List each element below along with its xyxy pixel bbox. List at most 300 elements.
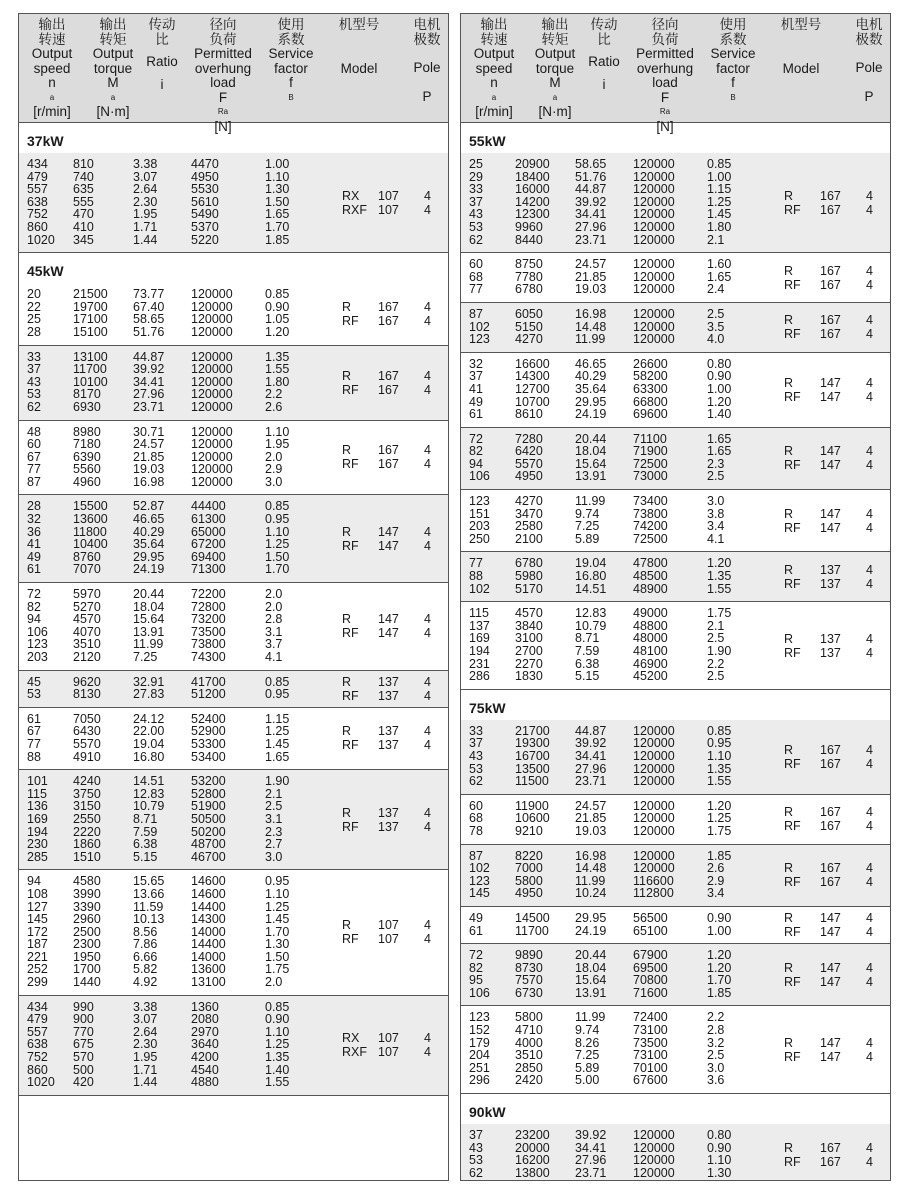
pole-count: 4 bbox=[866, 645, 873, 660]
cell-load: 4880 bbox=[191, 1075, 219, 1090]
model-size: 167 bbox=[820, 1140, 841, 1155]
cell-load: 73800 bbox=[633, 506, 668, 521]
cell-speed: 77 bbox=[27, 462, 41, 477]
cell-service-factor: 2.5 bbox=[707, 669, 725, 684]
pole-count: 4 bbox=[424, 738, 431, 753]
cell-load: 5530 bbox=[191, 182, 219, 197]
model-cell bbox=[784, 743, 886, 771]
cell-ratio: 67.40 bbox=[133, 299, 165, 314]
cell-service-factor: 1.35 bbox=[707, 761, 732, 776]
cell-torque: 10600 bbox=[515, 811, 550, 826]
cell-torque: 555 bbox=[73, 194, 94, 209]
cell-ratio: 24.19 bbox=[133, 562, 165, 577]
cell-torque: 4270 bbox=[515, 332, 543, 347]
cell-torque: 19700 bbox=[73, 299, 108, 314]
cell-speed: 179 bbox=[469, 1035, 490, 1050]
cell-torque: 4960 bbox=[73, 474, 101, 489]
cell-load: 52900 bbox=[191, 724, 226, 739]
header-overhung-load: 径向 负荷 Permitted overhung load F Ra [N] bbox=[194, 17, 252, 134]
cell-speed: 37 bbox=[27, 362, 41, 377]
row-indent bbox=[461, 495, 469, 508]
cell-ratio: 24.57 bbox=[575, 257, 607, 272]
model-type: RF bbox=[784, 327, 801, 342]
cell-load: 14600 bbox=[191, 874, 226, 889]
model-row bbox=[784, 203, 886, 217]
table-row bbox=[19, 976, 448, 989]
cell-load: 120000 bbox=[191, 437, 233, 452]
cell-load: 41700 bbox=[191, 674, 226, 689]
cell-load: 120000 bbox=[633, 306, 675, 321]
cell-load: 72400 bbox=[633, 1010, 668, 1025]
model-type: RF bbox=[784, 277, 801, 292]
cell-ratio: 12.83 bbox=[575, 606, 607, 621]
cell-ratio: 7.25 bbox=[133, 650, 158, 664]
model-type: R bbox=[342, 524, 352, 539]
cell-speed: 123 bbox=[469, 1010, 490, 1025]
cell-torque: 11900 bbox=[515, 798, 549, 813]
header-model: 机型号 Model bbox=[338, 17, 380, 76]
cell-torque: 10400 bbox=[73, 537, 108, 552]
cell-torque: 2220 bbox=[73, 824, 101, 839]
cell-load: 120000 bbox=[633, 1165, 675, 1180]
model-row bbox=[784, 975, 886, 989]
pole-count: 4 bbox=[866, 188, 873, 203]
table-header bbox=[19, 14, 448, 134]
cell-ratio: 11.99 bbox=[575, 494, 606, 509]
row-group bbox=[461, 153, 890, 253]
model-size: 107 bbox=[378, 1031, 399, 1046]
cell-service-factor: 2.8 bbox=[707, 1023, 725, 1038]
cell-ratio: 44.87 bbox=[575, 723, 607, 738]
cell-torque: 14200 bbox=[515, 194, 550, 209]
cell-service-factor: 1.10 bbox=[265, 169, 290, 184]
cell-service-factor: 1.50 bbox=[265, 194, 290, 209]
cell-ratio: 4.92 bbox=[133, 975, 158, 990]
cell-load: 120000 bbox=[633, 319, 675, 334]
row-indent bbox=[461, 1011, 469, 1024]
row-indent bbox=[19, 1064, 27, 1077]
model-type: RF bbox=[342, 457, 359, 472]
cell-load: 13100 bbox=[191, 975, 226, 990]
model-row bbox=[784, 646, 886, 660]
cell-speed: 62 bbox=[469, 232, 483, 247]
cell-service-factor: 1.35 bbox=[265, 1050, 290, 1065]
cell-service-factor: 0.95 bbox=[707, 736, 732, 751]
cell-speed: 43 bbox=[469, 748, 483, 763]
row-indent bbox=[19, 813, 27, 826]
cell-torque: 4240 bbox=[73, 774, 101, 789]
row-indent bbox=[19, 651, 27, 664]
cell-service-factor: 1.65 bbox=[707, 269, 732, 284]
cell-torque: 6420 bbox=[515, 444, 543, 459]
model-cell bbox=[342, 675, 444, 703]
model-type: R bbox=[784, 188, 794, 203]
cell-torque: 990 bbox=[73, 999, 94, 1014]
cell-service-factor: 2.5 bbox=[707, 469, 725, 484]
row-indent bbox=[19, 875, 27, 888]
cell-speed: 252 bbox=[27, 962, 48, 977]
model-row bbox=[784, 189, 886, 203]
cell-speed: 60 bbox=[27, 437, 41, 452]
model-cell bbox=[784, 264, 886, 292]
pole-count: 4 bbox=[866, 1140, 873, 1155]
cell-load: 3640 bbox=[191, 1037, 219, 1052]
model-size: 167 bbox=[378, 368, 399, 383]
cell-speed: 87 bbox=[27, 474, 41, 489]
model-type: R bbox=[342, 805, 352, 820]
cell-ratio: 5.82 bbox=[133, 962, 158, 977]
cell-torque: 500 bbox=[73, 1062, 94, 1077]
model-type: R bbox=[784, 506, 794, 521]
model-type: R bbox=[342, 724, 352, 739]
cell-service-factor: 2.5 bbox=[707, 631, 725, 646]
cell-torque: 5800 bbox=[515, 873, 543, 888]
cell-load: 120000 bbox=[191, 399, 233, 414]
model-size: 167 bbox=[378, 443, 399, 458]
cell-torque: 3990 bbox=[73, 886, 101, 901]
cell-torque: 11800 bbox=[73, 524, 107, 539]
cell-ratio: 6.38 bbox=[133, 837, 158, 852]
row-indent bbox=[19, 563, 27, 576]
cell-speed: 106 bbox=[27, 624, 48, 639]
model-row bbox=[784, 327, 886, 341]
cell-speed: 194 bbox=[27, 824, 48, 839]
model-row bbox=[342, 314, 444, 328]
cell-torque: 4570 bbox=[515, 606, 543, 621]
model-cell bbox=[342, 189, 444, 217]
model-size: 137 bbox=[378, 724, 399, 739]
row-indent bbox=[461, 658, 469, 671]
table-header bbox=[461, 14, 890, 134]
model-cell bbox=[784, 805, 886, 833]
cell-ratio: 39.92 bbox=[133, 362, 165, 377]
cell-torque: 8440 bbox=[515, 232, 543, 247]
row-group bbox=[19, 671, 448, 708]
cell-load: 120000 bbox=[633, 748, 675, 763]
model-row bbox=[342, 1031, 444, 1045]
cell-load: 13600 bbox=[191, 962, 226, 977]
cell-service-factor: 4.1 bbox=[707, 531, 725, 546]
cell-load: 45200 bbox=[633, 669, 668, 684]
row-indent bbox=[19, 351, 27, 364]
cell-ratio: 9.74 bbox=[575, 506, 600, 521]
cell-load: 120000 bbox=[633, 723, 675, 738]
row-group bbox=[461, 253, 890, 303]
cell-service-factor: 1.10 bbox=[265, 424, 290, 439]
row-indent bbox=[461, 445, 469, 458]
cell-ratio: 3.07 bbox=[133, 1012, 158, 1027]
power-rating: 75kW bbox=[469, 699, 506, 716]
row-indent bbox=[19, 926, 27, 939]
row-indent bbox=[461, 383, 469, 396]
cell-ratio: 10.79 bbox=[133, 799, 165, 814]
model-size: 137 bbox=[820, 631, 841, 646]
cell-torque: 9210 bbox=[515, 823, 543, 838]
pole-count: 4 bbox=[866, 925, 873, 939]
cell-speed: 860 bbox=[27, 1062, 48, 1077]
row-indent bbox=[461, 508, 469, 521]
cell-torque: 10700 bbox=[515, 394, 550, 409]
pole-count: 4 bbox=[424, 457, 431, 472]
cell-service-factor: 0.85 bbox=[265, 499, 290, 514]
cell-speed: 60 bbox=[469, 257, 483, 272]
cell-torque: 5570 bbox=[73, 736, 101, 751]
cell-torque: 1950 bbox=[73, 949, 101, 964]
cell-service-factor: 1.80 bbox=[265, 374, 290, 389]
header-pole: 电机 极数 Pole P bbox=[855, 17, 883, 104]
cell-load: 2970 bbox=[191, 1024, 219, 1039]
model-row bbox=[342, 724, 444, 738]
cell-service-factor: 4.0 bbox=[707, 332, 725, 347]
row-indent bbox=[19, 588, 27, 601]
cell-load: 120000 bbox=[633, 169, 675, 184]
cell-speed: 230 bbox=[27, 837, 48, 852]
row-group bbox=[19, 283, 448, 345]
cell-ratio: 13.91 bbox=[133, 624, 165, 639]
cell-ratio: 34.41 bbox=[575, 207, 607, 222]
cell-service-factor: 1.25 bbox=[265, 537, 290, 552]
model-row bbox=[784, 278, 886, 292]
cell-load: 120000 bbox=[633, 823, 675, 838]
row-indent bbox=[461, 632, 469, 645]
pole-count: 4 bbox=[866, 576, 873, 591]
cell-torque: 7050 bbox=[73, 711, 101, 726]
cell-load: 67600 bbox=[633, 1073, 668, 1088]
cell-service-factor: 2.4 bbox=[707, 282, 725, 297]
row-indent bbox=[461, 737, 469, 750]
cell-service-factor: 2.7 bbox=[265, 837, 283, 852]
cell-speed: 204 bbox=[469, 1048, 490, 1063]
row-indent bbox=[19, 1051, 27, 1064]
row-indent bbox=[461, 158, 469, 171]
cell-service-factor: 1.00 bbox=[707, 381, 732, 396]
model-size: 107 bbox=[378, 918, 399, 933]
model-size: 147 bbox=[820, 458, 841, 473]
header-pole: 电机 极数 Pole P bbox=[413, 17, 441, 104]
cell-service-factor: 1.25 bbox=[707, 811, 732, 826]
cell-service-factor: 1.25 bbox=[265, 724, 290, 739]
cell-load: 2080 bbox=[191, 1012, 219, 1027]
cell-service-factor: 1.45 bbox=[707, 207, 732, 222]
model-row bbox=[784, 861, 886, 875]
cell-speed: 68 bbox=[469, 811, 483, 826]
cell-speed: 43 bbox=[469, 1140, 483, 1155]
cell-speed: 20 bbox=[27, 287, 41, 302]
model-row bbox=[784, 264, 886, 278]
row-indent bbox=[19, 500, 27, 513]
model-type: R bbox=[784, 861, 794, 876]
row-indent bbox=[461, 862, 469, 875]
row-indent bbox=[461, 1037, 469, 1050]
row-indent bbox=[19, 438, 27, 451]
cell-service-factor: 1.00 bbox=[707, 923, 732, 938]
table-row bbox=[461, 607, 890, 620]
model-type: RF bbox=[342, 626, 359, 641]
cell-service-factor: 1.40 bbox=[265, 1062, 290, 1077]
cell-torque: 6730 bbox=[515, 985, 543, 1000]
model-row bbox=[342, 626, 444, 640]
cell-speed: 45 bbox=[27, 674, 41, 689]
pole-count: 4 bbox=[424, 368, 431, 383]
row-indent bbox=[19, 800, 27, 813]
cell-ratio: 19.04 bbox=[575, 556, 607, 571]
model-row bbox=[342, 300, 444, 314]
cell-torque: 9620 bbox=[73, 674, 101, 689]
cell-load: 48800 bbox=[633, 618, 668, 633]
cell-load: 14000 bbox=[191, 924, 226, 939]
cell-ratio: 24.57 bbox=[575, 798, 607, 813]
model-type: R bbox=[784, 960, 794, 975]
model-type: R bbox=[342, 443, 352, 458]
cell-torque: 7570 bbox=[515, 973, 543, 988]
cell-ratio: 40.29 bbox=[575, 369, 607, 384]
model-size: 167 bbox=[820, 875, 841, 890]
cell-ratio: 27.96 bbox=[133, 387, 165, 402]
pole-count: 4 bbox=[866, 444, 873, 459]
model-size: 137 bbox=[820, 645, 841, 660]
model-cell bbox=[784, 444, 886, 472]
row-indent bbox=[19, 888, 27, 901]
model-size: 107 bbox=[378, 202, 399, 217]
cell-speed: 36 bbox=[27, 524, 41, 539]
cell-service-factor: 1.50 bbox=[265, 949, 290, 964]
cell-speed: 61 bbox=[469, 407, 483, 422]
row-indent bbox=[19, 676, 27, 689]
cell-torque: 15100 bbox=[73, 324, 108, 339]
cell-torque: 21500 bbox=[73, 287, 108, 302]
cell-torque: 5800 bbox=[515, 1010, 543, 1025]
row-indent bbox=[461, 607, 469, 620]
cell-service-factor: 3.0 bbox=[707, 1060, 725, 1075]
cell-ratio: 6.38 bbox=[575, 656, 600, 671]
cell-service-factor: 3.0 bbox=[265, 474, 283, 489]
cell-ratio: 46.65 bbox=[133, 512, 165, 527]
model-cell bbox=[342, 724, 444, 752]
row-indent bbox=[461, 557, 469, 570]
model-cell bbox=[784, 376, 886, 404]
cell-load: 112800 bbox=[633, 886, 674, 901]
pole-count: 4 bbox=[866, 631, 873, 646]
cell-service-factor: 1.45 bbox=[265, 912, 290, 927]
cell-speed: 145 bbox=[469, 886, 490, 901]
left-table bbox=[18, 13, 449, 1181]
cell-ratio: 13.91 bbox=[575, 469, 607, 484]
row-indent bbox=[19, 451, 27, 464]
cell-speed: 299 bbox=[27, 975, 48, 990]
cell-service-factor: 0.85 bbox=[265, 674, 290, 689]
cell-load: 69500 bbox=[633, 960, 668, 975]
pole-count: 4 bbox=[866, 1049, 873, 1064]
cell-service-factor: 0.90 bbox=[265, 1012, 290, 1027]
model-type: RF bbox=[784, 1049, 801, 1064]
cell-speed: 88 bbox=[27, 749, 41, 764]
cell-speed: 82 bbox=[469, 960, 483, 975]
cell-speed: 557 bbox=[27, 1024, 48, 1039]
cell-service-factor: 2.1 bbox=[707, 618, 725, 633]
row-indent bbox=[461, 670, 469, 683]
cell-speed: 68 bbox=[469, 269, 483, 284]
cell-load: 120000 bbox=[633, 761, 675, 776]
cell-load: 120000 bbox=[633, 861, 675, 876]
cell-ratio: 1.95 bbox=[133, 1050, 158, 1065]
cell-ratio: 73.77 bbox=[133, 287, 165, 302]
model-cell bbox=[342, 806, 444, 834]
cell-ratio: 23.71 bbox=[575, 1165, 607, 1180]
model-type: RF bbox=[784, 875, 801, 890]
cell-load: 120000 bbox=[633, 207, 675, 222]
cell-ratio: 5.89 bbox=[575, 531, 600, 546]
pole-count: 4 bbox=[866, 805, 873, 820]
row-indent bbox=[461, 887, 469, 900]
table-row bbox=[19, 775, 448, 788]
cell-torque: 8610 bbox=[515, 407, 543, 422]
cell-torque: 4270 bbox=[515, 494, 543, 509]
cell-torque: 16600 bbox=[515, 356, 550, 371]
cell-ratio: 39.92 bbox=[575, 1128, 607, 1143]
cell-ratio: 3.38 bbox=[133, 157, 158, 171]
cell-speed: 43 bbox=[469, 207, 483, 222]
cell-torque: 2850 bbox=[515, 1060, 543, 1075]
cell-service-factor: 4.1 bbox=[265, 650, 283, 664]
row-indent bbox=[461, 520, 469, 533]
cell-speed: 32 bbox=[27, 512, 41, 527]
row-indent bbox=[19, 288, 27, 301]
row-group bbox=[19, 583, 448, 671]
model-type: RX bbox=[342, 1031, 360, 1046]
model-cell bbox=[784, 313, 886, 341]
cell-speed: 87 bbox=[469, 848, 483, 863]
row-indent bbox=[461, 800, 469, 813]
table-row bbox=[461, 158, 890, 171]
model-cell bbox=[784, 189, 886, 217]
cell-load: 56500 bbox=[633, 910, 668, 925]
cell-load: 50200 bbox=[191, 824, 226, 839]
model-type: R bbox=[784, 375, 794, 390]
cell-service-factor: 3.4 bbox=[707, 519, 725, 534]
row-indent bbox=[461, 396, 469, 409]
cell-torque: 8760 bbox=[73, 549, 101, 564]
cell-load: 4540 bbox=[191, 1062, 219, 1077]
pole-count: 4 bbox=[866, 562, 873, 577]
cell-ratio: 19.03 bbox=[133, 462, 165, 477]
row-indent bbox=[461, 812, 469, 825]
cell-torque: 5970 bbox=[73, 587, 101, 602]
cell-speed: 61 bbox=[27, 711, 41, 726]
row-indent bbox=[461, 775, 469, 788]
model-row bbox=[342, 689, 444, 703]
cell-speed: 1020 bbox=[27, 232, 55, 247]
model-row bbox=[342, 525, 444, 539]
cell-torque: 9890 bbox=[515, 948, 543, 963]
row-indent bbox=[19, 158, 27, 171]
model-cell bbox=[784, 563, 886, 591]
table-row bbox=[461, 670, 890, 683]
model-size: 167 bbox=[820, 756, 841, 771]
model-size: 147 bbox=[820, 1049, 841, 1064]
cell-service-factor: 1.00 bbox=[265, 157, 290, 171]
pole-count: 4 bbox=[866, 375, 873, 390]
cell-service-factor: 1.20 bbox=[707, 948, 732, 963]
row-indent bbox=[19, 725, 27, 738]
cell-service-factor: 3.0 bbox=[265, 849, 283, 864]
cell-ratio: 7.25 bbox=[575, 1048, 600, 1063]
cell-speed: 49 bbox=[27, 549, 41, 564]
cell-ratio: 7.25 bbox=[575, 519, 600, 534]
cell-service-factor: 3.4 bbox=[707, 886, 725, 901]
cell-speed: 37 bbox=[469, 736, 483, 751]
model-row bbox=[342, 675, 444, 689]
row-indent bbox=[19, 738, 27, 751]
